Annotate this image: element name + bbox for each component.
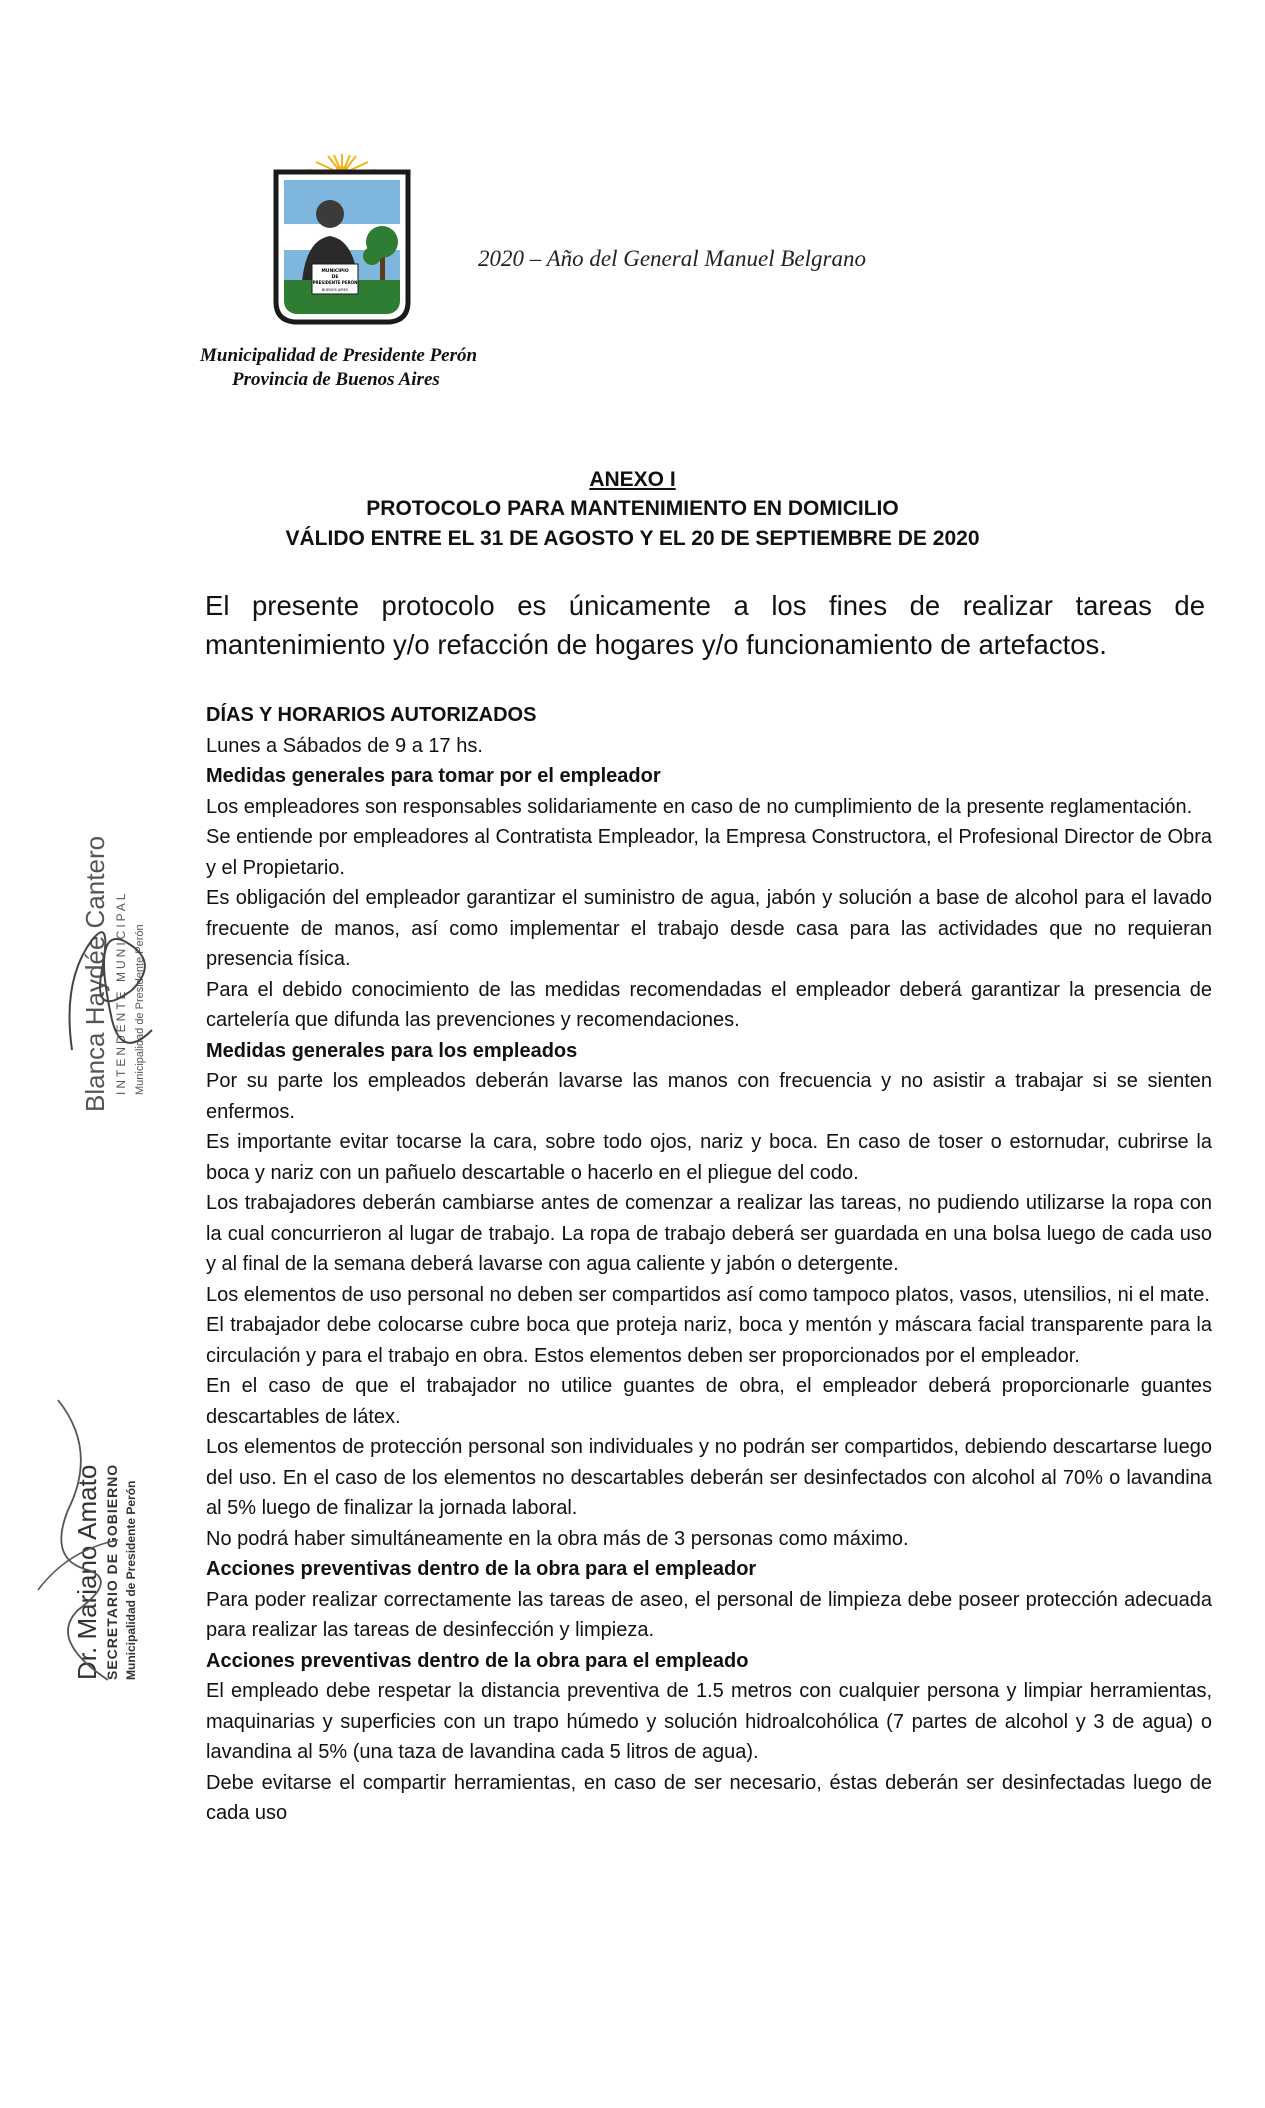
paragraph: No podrá haber simultáneamente en la obra más de 3 personas como máximo. [206, 1527, 909, 1550]
svg-text:PRESIDENTE PERÓN: PRESIDENTE PERÓN [312, 280, 358, 285]
stamp-org: Municipalidad de Presidente Perón [134, 924, 146, 1095]
paragraph: Los elementos de protección personal son individuales y no podrán ser compartidos, debiendo descartarse luego del uso. En el caso de los elementos no descartables deberán ser desinfectados con alcohol al 70% o lavandina al 5% luego de finalizar la jornada laboral. [206, 1436, 1212, 1519]
paragraph: Lunes a Sábados de 9 a 17 hs. [206, 734, 483, 757]
year-motto: 2020 – Año del General Manuel Belgrano [478, 246, 866, 271]
section-heading: DÍAS Y HORARIOS AUTORIZADOS [206, 704, 537, 726]
province-name: Provincia de Buenos Aires [232, 369, 440, 390]
stamp-org: Municipalidad de Presidente Perón [124, 1480, 138, 1680]
paragraph: En el caso de que el trabajador no utilice guantes de obra, el empleador deberá proporcionarle guantes descartables de látex. [206, 1375, 1212, 1428]
section-heading: Medidas generales para los empleados [206, 1039, 578, 1062]
municipality-name: Municipalidad de Presidente Perón [200, 345, 478, 366]
paragraph: Es obligación del empleador garantizar el suministro de agua, jabón y solución a base de alcohol para el lavado frecuente de manos, así como implementar el trabajo desde casa para las actividades que no requieran presencia física. [206, 887, 1212, 970]
stamp-name: Blanca Haydée Cantero [80, 835, 110, 1112]
annex-title: ANEXO I [589, 468, 676, 491]
protocol-title: PROTOCOLO PARA MANTENIMIENTO EN DOMICILIO [366, 497, 899, 520]
svg-text:BUENOS AIRES: BUENOS AIRES [321, 288, 349, 292]
paragraph: El empleado debe respetar la distancia preventiva de 1.5 metros con cualquier persona y limpiar herramientas, maquinarias y superficies con un trapo húmedo y solución hidroalcohólica (7 partes de alcohol y 3 de agua) o lavandina al 5% (una taza de lavandina cada 5 litros de agua). [206, 1680, 1212, 1763]
stamp-name: Dr. Mariano Amato [72, 1464, 102, 1680]
secretario-stamp [28, 1390, 138, 1690]
section-heading: Acciones preventivas dentro de la obra para el empleado [206, 1649, 749, 1672]
section-heading: Acciones preventivas dentro de la obra para el empleador [206, 1558, 757, 1580]
paragraph: Por su parte los empleados deberán lavarse las manos con frecuencia y no asistir a trabajar si se sienten enfermos. [206, 1070, 1212, 1123]
signature [52, 900, 172, 1070]
municipal-crest [272, 152, 412, 332]
paragraph: Los elementos de uso personal no deben ser compartidos así como tampoco platos, vasos, utensilios, ni el mate. [206, 1283, 1210, 1306]
paragraph: Los trabajadores deberán cambiarse antes de comenzar a realizar las tareas, no pudiendo utilizarse la ropa con la cual concurrieron al lugar de trabajo. La ropa de trabajo deberá ser guardada en una bolsa luego de cada uso y al final de la semana deberá lavarse con agua caliente y jabón o detergente. [206, 1192, 1212, 1275]
svg-text:MUNICIPIO: MUNICIPIO [321, 269, 349, 274]
paragraph: Para poder realizar correctamente las tareas de aseo, el personal de limpieza debe poseer protección adecuada para realizar las tareas de desinfección y limpieza. [206, 1588, 1212, 1641]
section-heading: Medidas generales para tomar por el empleador [206, 765, 661, 787]
paragraph: Se entiende por empleadores al Contratista Empleador, la Empresa Constructora, el Profesional Director de Obra y el Propietario. [206, 826, 1212, 879]
validity-title: VÁLIDO ENTRE EL 31 DE AGOSTO Y EL 20 DE SEPTIEMBRE DE 2020 [285, 527, 980, 550]
signature [28, 1390, 138, 1690]
paragraph: Los empleadores son responsables solidariamente en caso de no cumplimiento de la presente reglamentación. [206, 795, 1193, 818]
stamp-role: INTENDENTE MUNICIPAL [114, 890, 128, 1095]
paragraph: Debe evitarse el compartir herramientas, en caso de ser necesario, éstas deberán ser desinfectadas luego de cada uso [206, 1771, 1212, 1824]
document-body [206, 700, 1212, 1829]
stamp-role: SECRETARIO DE GOBIERNO [104, 1463, 120, 1680]
paragraph: Es importante evitar tocarse la cara, sobre todo ojos, nariz y boca. En caso de toser o estornudar, cubrirse la boca y nariz con un pañuelo descartable o hacerlo en el pliegue del codo. [206, 1131, 1212, 1184]
svg-text:DE: DE [331, 275, 339, 280]
intendente-stamp [62, 835, 172, 1120]
paragraph: Para el debido conocimiento de las medidas recomendadas el empleador deberá garantizar la presencia de cartelería que difunda las prevenciones y recomendaciones. [206, 978, 1212, 1031]
intro-paragraph: El presente protocolo es únicamente a los fines de realizar tareas de mantenimiento y/o refacción de hogares y/o funcionamiento de artefactos. [205, 590, 1205, 660]
paragraph: El trabajador debe colocarse cubre boca que proteja nariz, boca y mentón y máscara facial transparente para la circulación y para el trabajo en obra. Estos elementos deben ser proporcionados por el empleador. [206, 1314, 1212, 1367]
